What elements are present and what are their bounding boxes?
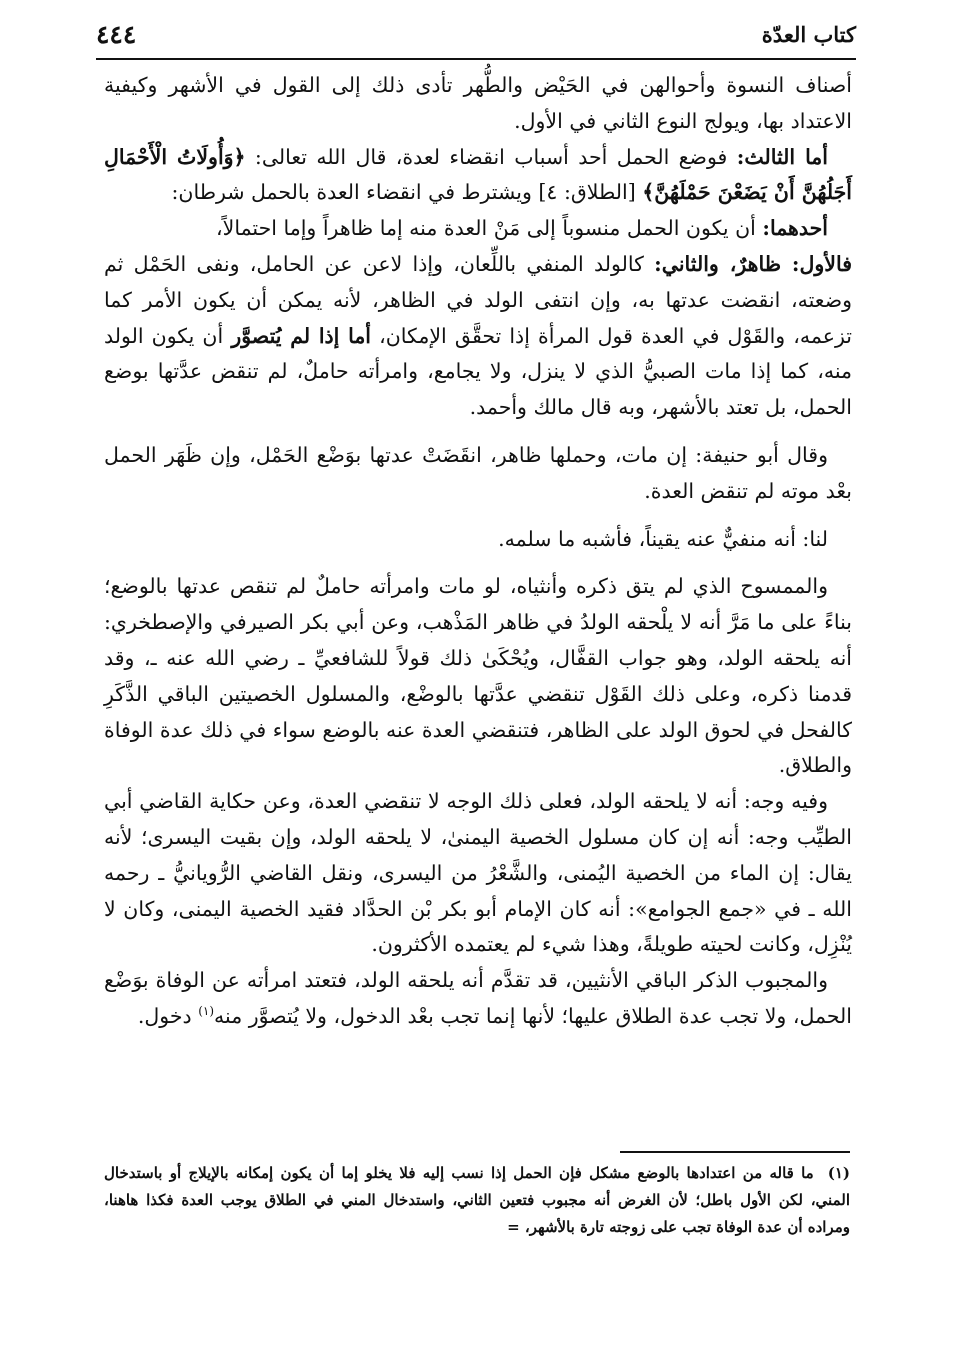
paragraph-2-lead: أما الثالث:	[736, 144, 828, 169]
paragraph-4-lead: فالأول: ظاهرٌ، والثاني:	[654, 251, 853, 276]
paragraph-8-text: وفيه وجه: أنه لا يلحقه الولد، فعلى ذلك الوجه لا تنقضي العدة، وعن حكاية القاضي أبي الطيِّب وجه: أنه إن كان مسلول الخصية اليمنىٰ، لا يلحقه الولد، وإن بقيت اليسرى؛ لأنه يقال: إن الماء من الخصية اليُمنى، والشَّعْرُ من اليسرى، ونقل القاضي الرُّويانيُّ ـ رحمه الله ـ في «جمع الجوامع»: أنه كان الإمام أبو بكر بْن الحدَّاد فقيد الخصية اليمنى، وكان لا يُنْزِل، وكانت لحيته طويلةً، وهذا شيء لم يعتمده الأكثرون.	[104, 789, 852, 957]
paragraph-2-text-b: [الطلاق: ٤] ويشترط في انقضاء العدة بالحمل شرطان:	[171, 180, 643, 205]
main-text	[104, 68, 852, 1035]
paragraph-4-bold: أما إذا لم يُتصوَّر	[231, 323, 372, 348]
paragraph-9-end: دخول.	[137, 1003, 199, 1028]
paragraph-4-text-b: أن يكون الولد منه، كما إذا مات الصبيُّ الذي لا ينزل، ولا يجامع، وامرأته حاملٌ، لم تنقض عدَّتها بوضع الحمل، بل تعتد بالأشهر، وبه قال مالك وأحمد.	[104, 323, 852, 420]
footnote-number: (١)	[827, 1164, 850, 1182]
paragraph-4	[104, 247, 852, 426]
paragraph-2	[104, 140, 852, 212]
paragraph-9	[104, 963, 852, 1035]
paragraph-5	[104, 438, 852, 510]
footnote	[104, 1160, 850, 1241]
paragraph-7	[104, 569, 852, 784]
paragraph-3-lead: أحدهما:	[762, 216, 828, 241]
paragraph-8	[104, 784, 852, 963]
paragraph-7-text: والممسوح الذي لم يتق ذكره وأنثياه، لو مات وامرأته حاملٌ لم تنقص عدتها بالوضع؛ بناءً على ما مَرَّ أنه لا يلْحقه الولدُ في ظاهر المَذْهب، وعن أبي بكر الصيرفي والإصطخري: أنه يلحقه الولد، وهو جواب القفَّال، ويُحْكَىٰ ذلك قولاً للشافعيِّ ـ رضي الله عنه ـ، وقد قدمنا ذكره، وعلى ذلك القَوْل تنقضي عدَّتها بالوضْع، والمسلول الخصيتين الباقي الذَّكَرِ كالفحل في لحوق الولد على الظاهر، فتنقضي العدة عنه بالوضع سواء في ذلك عدة الوفاة والطلاق.	[104, 574, 852, 778]
paragraph-6	[104, 522, 852, 558]
paragraph-2-text-a: فوضع الحمل أحد أسباب انقضاء لعدة، قال الله تعالى:	[245, 144, 737, 169]
footnote-reference[interactable]: (١)	[198, 1004, 215, 1019]
paragraph-5-text: وقال أبو حنيفة: إن مات، وحملها ظاهر، انقَضَتْ عدتها بوَضْع الحَمْل، وإن ظَهَر الحمل بعْد موته لم تنقض العدة.	[104, 442, 852, 503]
page-header	[96, 14, 856, 54]
paragraph-1	[104, 68, 852, 140]
paragraph-9-text: والمجبوب الذكر الباقي الأنثيين، قد تقدَّم أنه يلحقه الولد، فتعتد امرأته عن الوفاة بوَضْع الحمل، ولا تجب عدة الطلاق عليها؛ لأنها إنما تجب بعْد الدخول، ولا يُتصوَّر منه	[104, 968, 852, 1028]
paragraph-3	[104, 211, 852, 247]
footnote-divider	[620, 1151, 850, 1153]
book-title: كتاب العدّة	[761, 21, 856, 47]
quran-verse: ﴿وَأُولَاتُ الْأَحْمَالِ أَجَلُهُنَّ أَنْ يَضَعْنَ حَمْلَهُنَّ﴾	[104, 144, 852, 205]
paragraph-1-text: أصناف النسوة وأحوالهن في الحَيْض والطُّهر تأدى ذلك إلى القول في الأشهر وكيفية الاعتداد بها، ويولج النوع الثاني في الأول.	[104, 73, 852, 133]
paragraph-6-text: لنا: أنه منفيٌّ عنه يقيناً، فأشبه ما سلمه.	[498, 526, 828, 551]
paragraph-4-text: كالولد المنفي باللِّعان، وإذا لاعن عن الحامل، ونفى الحَمْل ثم وضعته، انقضت عدتها به، وإن انتفى الولد في الظاهر، لأنه يمكن أن يكون الأمر كما تزعمه، والقَوْل في العدة قول المرأة إذا تحقَّق الإمكان،	[104, 251, 853, 348]
page-number: ٤٤٤	[96, 19, 137, 49]
header-divider	[96, 58, 856, 60]
footnote-text: ما قاله من اعتدادها بالوضع مشكل فإن الحمل إذا نسب إليه فلا يخلو إما أن يكون إمكانه بالإيلاج أو باستدخال المني، لكن الأول باطل؛ لأن الغرض أنه مجبوب فتعين الثاني، واستدخال المني في الطلاق يوجب العدة فكذا هاهنا، ومراده أن عدة الوفاة تجب على زوجته تارة بالأشهر، =	[104, 1164, 850, 1236]
paragraph-3-text: أن يكون الحمل منسوباً إلى مَنْ العدة منه إما ظاهراً وإما احتمالاً،	[216, 216, 763, 241]
